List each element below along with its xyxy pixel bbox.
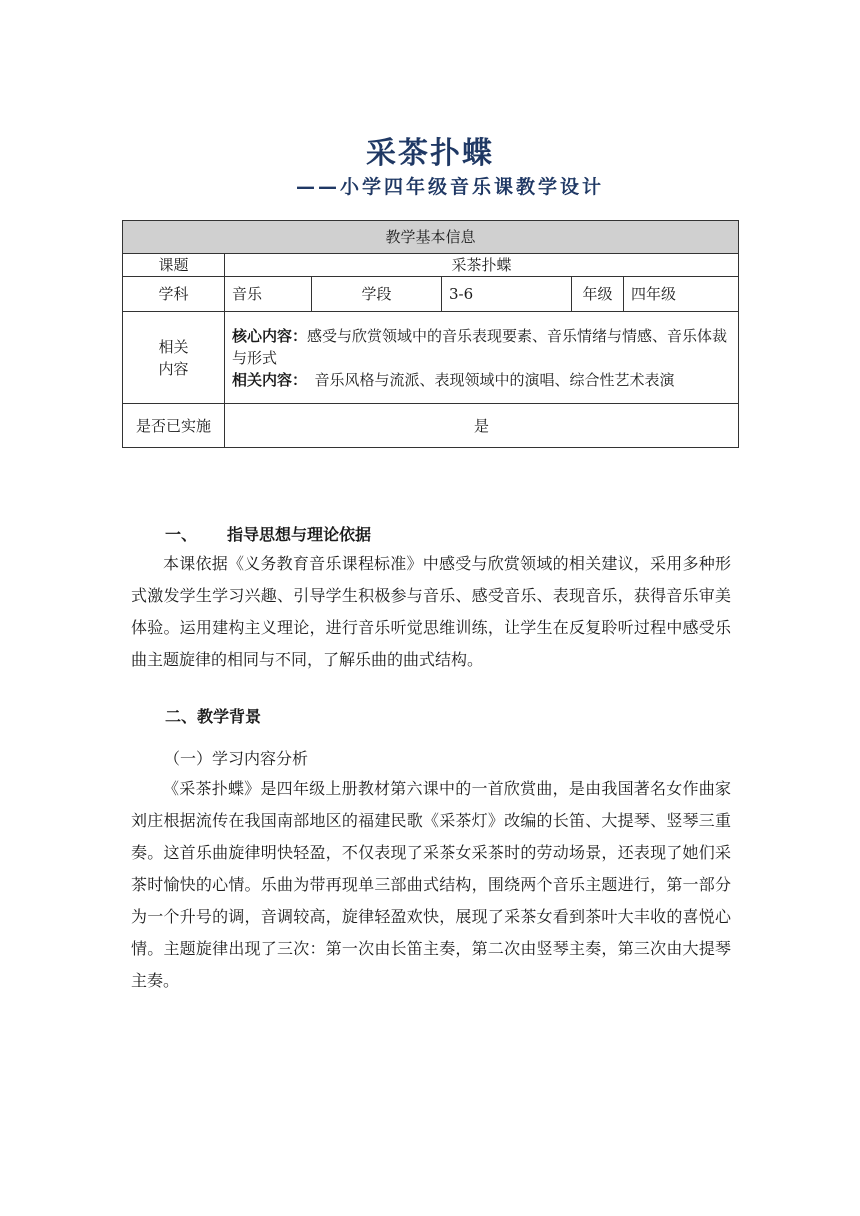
core-content-label: 核心内容：	[232, 326, 308, 345]
section2-heading: 二、教学背景	[165, 707, 262, 726]
section1-body: 本课依据《义务教育音乐课程标准》中感受与欣赏领域的相关建议，采用多种形式激发学生学习兴趣、引导学生积极参与音乐、感受音乐、表现音乐，获得音乐审美体验。运用建构主义理论，进行音乐听觉思维训练，让学生在反复聆听过程中感受乐曲主题旋律的相同与不同，了解乐曲的曲式结构。	[131, 554, 731, 669]
related-label-line2: 内容	[158, 359, 189, 378]
section2-body: 《采茶扑蝶》是四年级上册教材第六课中的一首欣赏曲，是由我国著名女作曲家刘庄根据流传在我国南部地区的福建民歌《采茶灯》改编的长笛、大提琴、竖琴三重奏。这首乐曲旋律明快轻盈，不仅表现了采茶女采茶时的劳动场景，还表现了她们采茶时愉快的心情。乐曲为带再现单三部曲式结构，围绕两个音乐主题进行，第一部分为一个升号的调，音调较高，旋律轻盈欢快，展现了采茶女看到茶叶大丰收的喜悦心情。主题旋律出现了三次：第一次由长笛主奏，第二次由竖琴主奏，第三次由大提琴主奏。	[131, 779, 731, 990]
subject-value: 音乐	[225, 277, 312, 312]
section1-heading	[165, 522, 371, 545]
related-content-text: 音乐风格与流派、表现领域中的演唱、综合性艺术表演	[299, 370, 675, 389]
core-content-text: 感受与欣赏领域中的音乐表现要素、音乐情绪与情感、音乐体裁与形式	[232, 326, 728, 367]
implemented-label: 是否已实施	[123, 404, 225, 448]
related-label-line1: 相关	[158, 337, 189, 356]
subject-label: 学科	[123, 277, 225, 312]
table-header: 教学基本信息	[123, 221, 739, 254]
document-subtitle: ——小学四年级音乐课教学设计	[295, 176, 604, 198]
related-content	[225, 312, 739, 404]
stage-value: 3-6	[442, 277, 572, 312]
document-title: 采茶扑蝶	[366, 136, 494, 171]
related-label	[123, 312, 225, 404]
section2-subheading: （一）学习内容分析	[164, 749, 309, 768]
implemented-value: 是	[225, 404, 739, 448]
topic-value: 采茶扑蝶	[225, 254, 739, 277]
topic-label: 课题	[123, 254, 225, 277]
section1-heading-text: 指导思想与理论依据	[227, 525, 372, 544]
section1-heading-number: 一、	[165, 525, 198, 544]
related-content-label: 相关内容：	[232, 370, 300, 389]
grade-label: 年级	[572, 277, 624, 312]
grade-value: 四年级	[624, 277, 739, 312]
stage-label: 学段	[312, 277, 442, 312]
basic-info-table	[122, 220, 739, 448]
